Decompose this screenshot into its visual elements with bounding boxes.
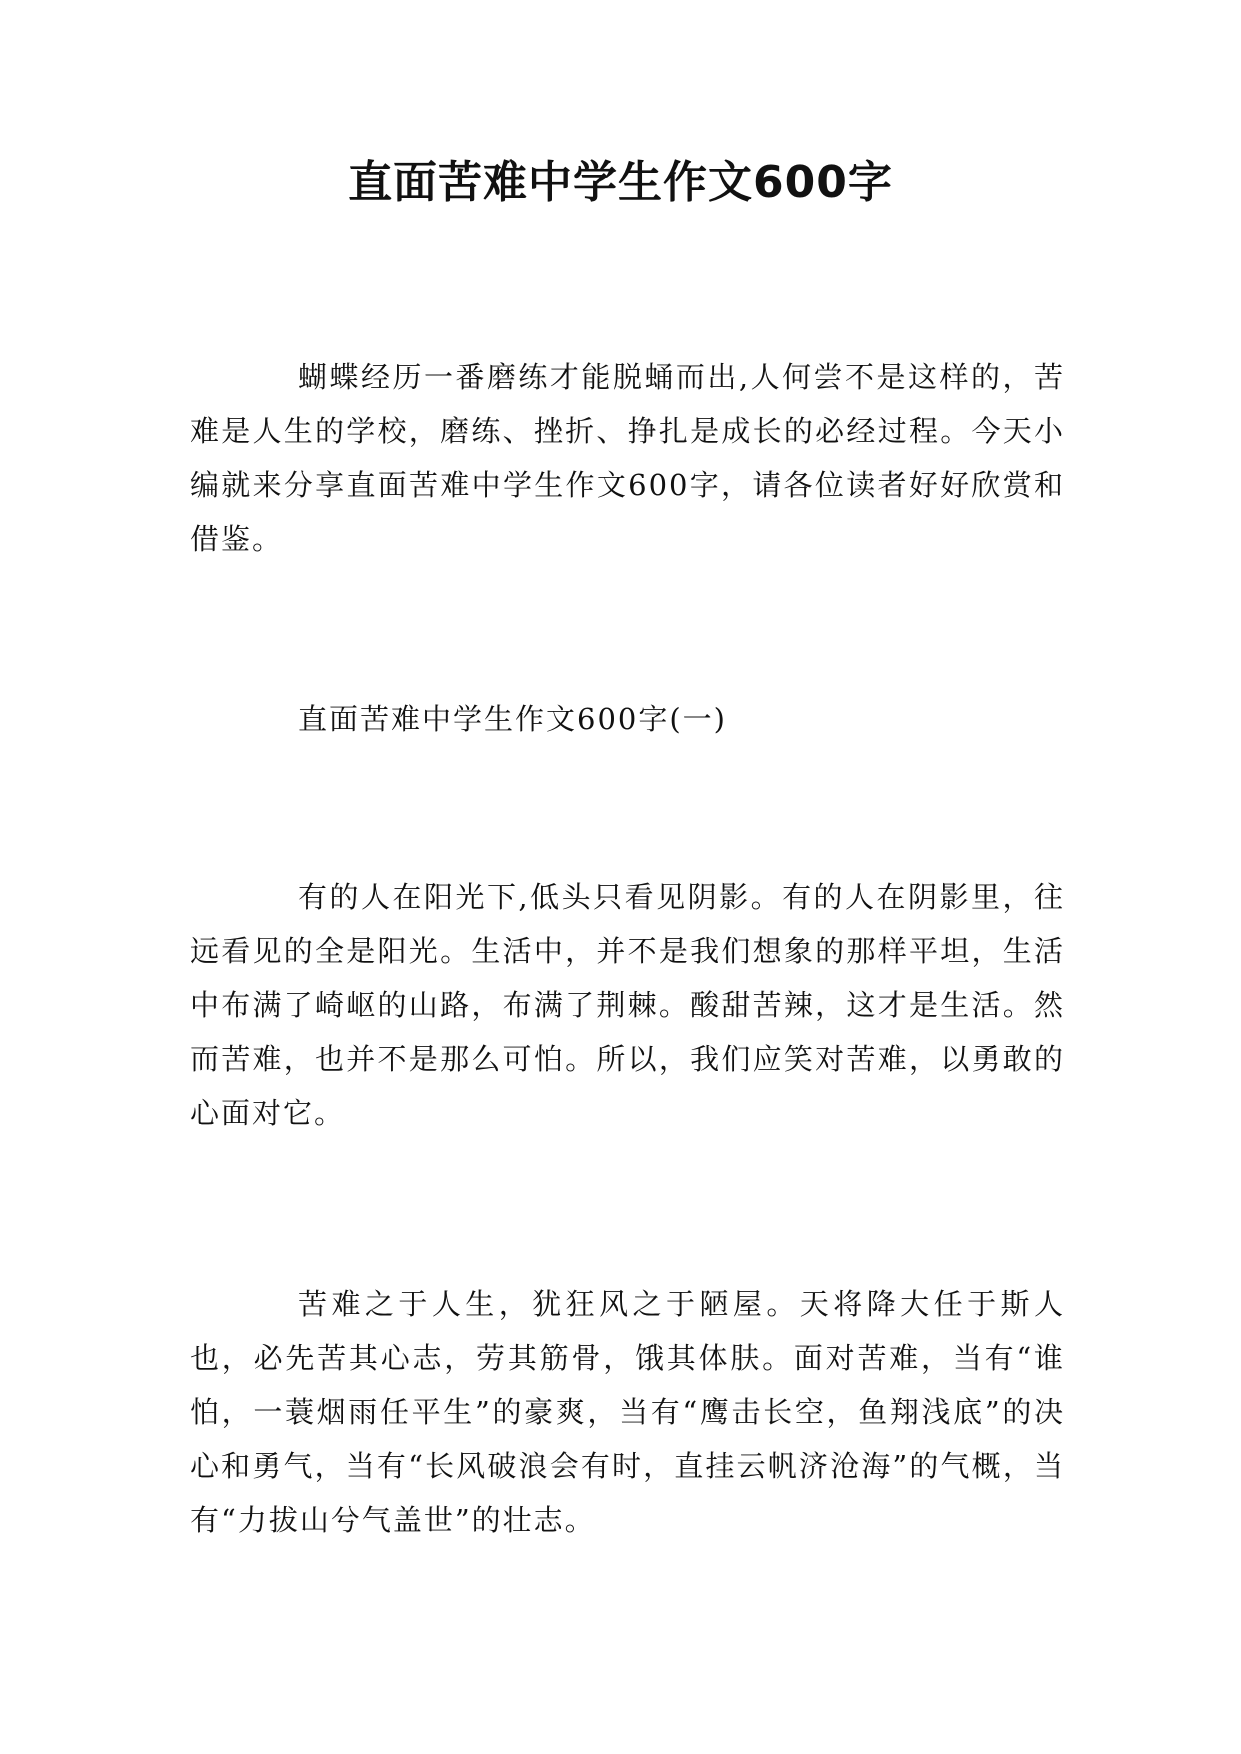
body-paragraph-2: 苦难之于人生，犹狂风之于陋屋。天将降大任于斯人也，必先苦其心志，劳其筋骨，饿其体肤。面对苦难，当有“谁怕，一蓑烟雨任平生”的豪爽，当有“鹰击长空，鱼翔浅底”的决心和勇气，当有“长风破浪会有时，直挂云帆济沧海”的气概，当有“力拔山兮气盖世”的壮志。 (190, 1287, 1065, 1537)
body-paragraph-1: 有的人在阳光下,低头只看见阴影。有的人在阴影里，往远看见的全是阳光。生活中，并不是我们想象的那样平坦，生活中布满了崎岖的山路，布满了荆棘。酸甜苦辣，这才是生活。然而苦难，也并不是那么可怕。所以，我们应笑对苦难，以勇敢的心面对它。 (190, 880, 1065, 1130)
section-heading: 直面苦难中学生作文600字(一) (298, 702, 727, 736)
intro-paragraph: 蝴蝶经历一番磨练才能脱蛹而出,人何尝不是这样的，苦难是人生的学校，磨练、挫折、挣扎是成长的必经过程。今天小编就来分享直面苦难中学生作文600字，请各位读者好好欣赏和借鉴。 (190, 360, 1065, 556)
document-title: 直面苦难中学生作文600字 (348, 157, 893, 208)
